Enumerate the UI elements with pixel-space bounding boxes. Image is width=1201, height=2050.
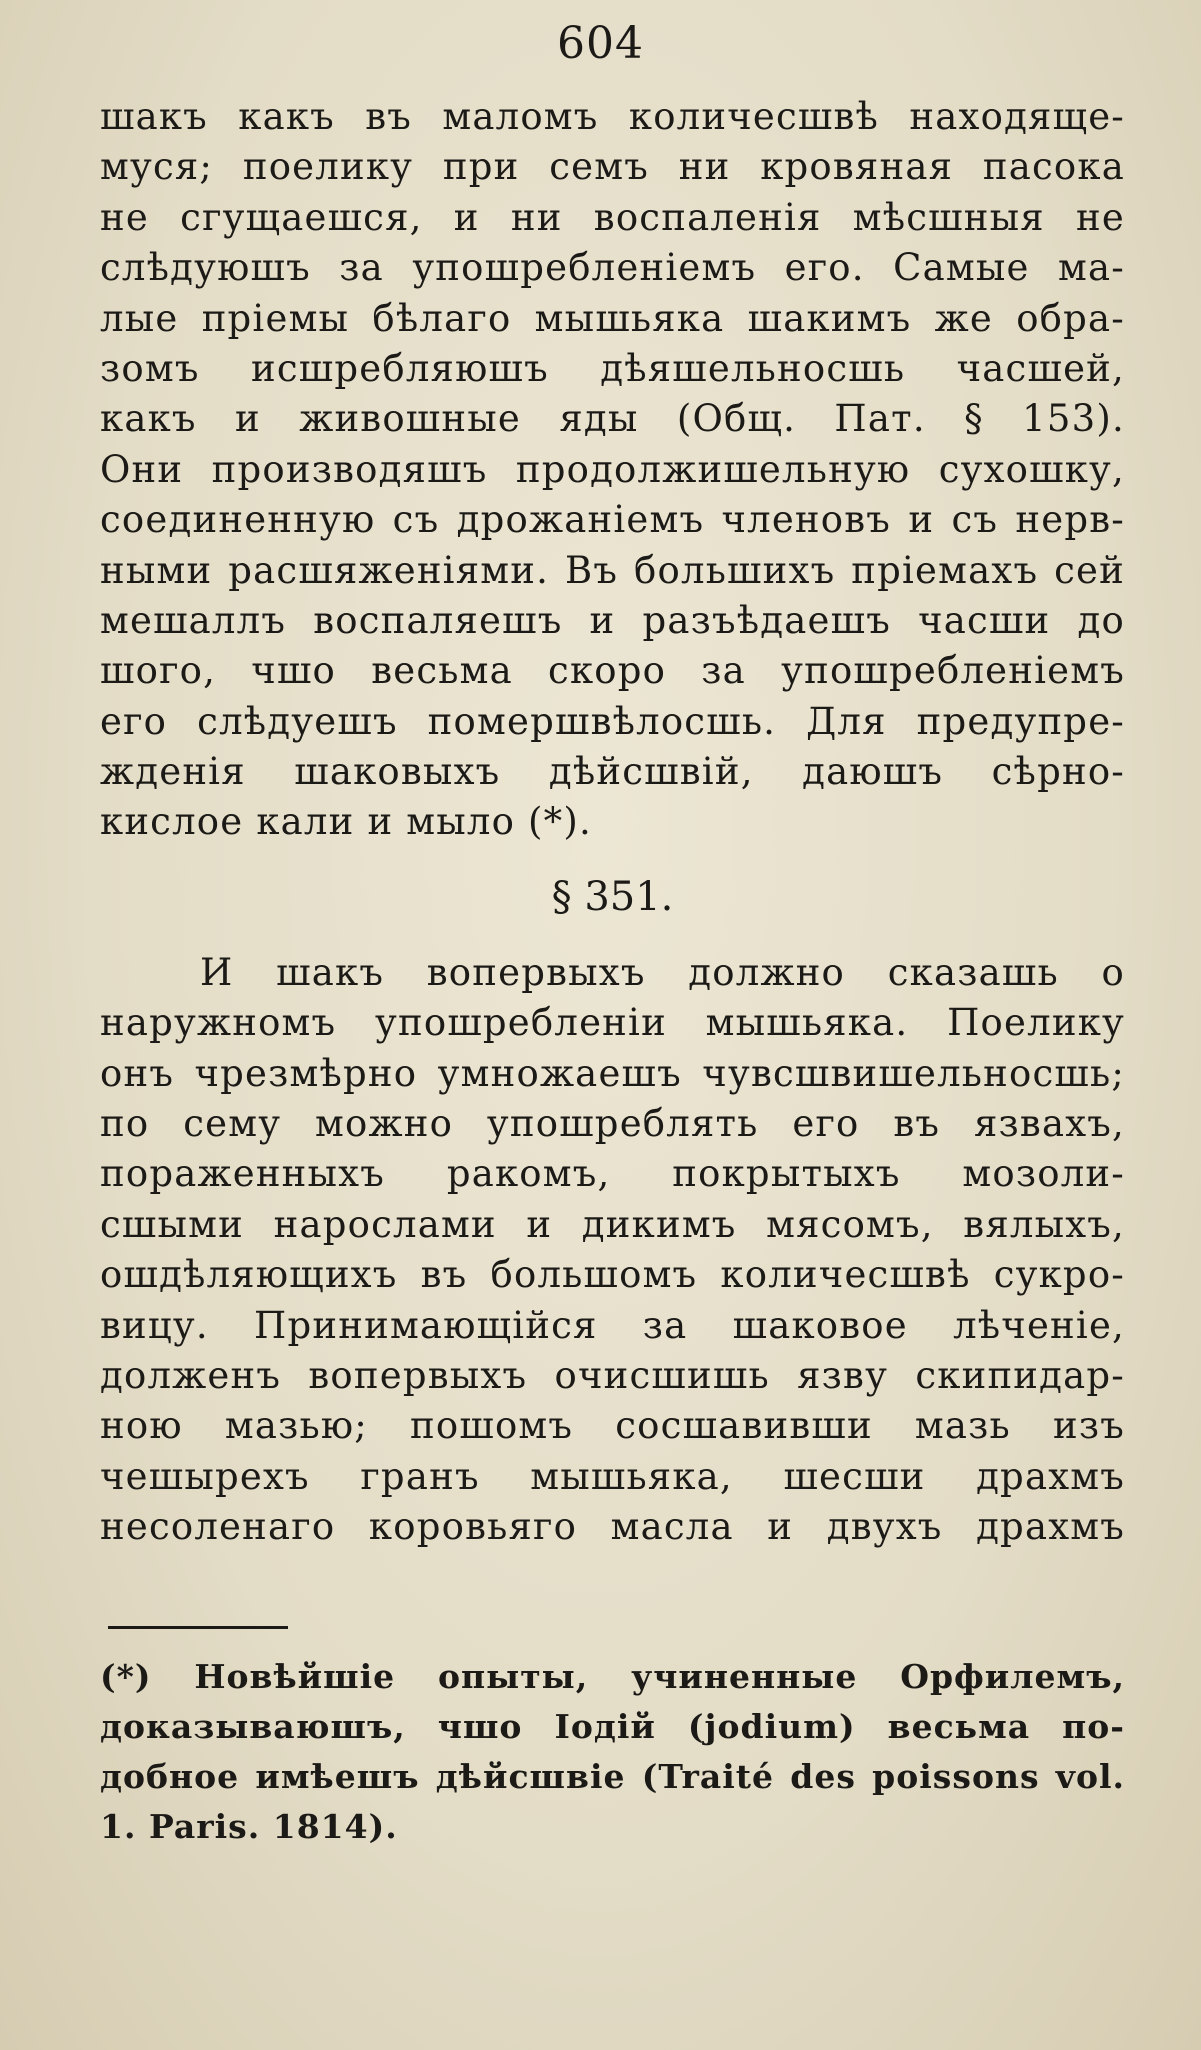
text-line: какъ и живошные яды (Общ. Пат. § 153). bbox=[100, 397, 1125, 441]
text-line: Они производяшъ продолжишельную сухошку, bbox=[100, 447, 1125, 491]
text-line: мешаллъ воспаляешъ и разъѣдаешъ часши до bbox=[100, 598, 1125, 642]
text-line: не сгущаешся, и ни воспаленія мѣсшныя не bbox=[100, 195, 1125, 239]
text-line: чешырехъ гранъ мышьяка, шесши драхмъ bbox=[100, 1454, 1125, 1498]
text-line: ными расшяженіями. Въ большихъ пріемахъ сей bbox=[100, 548, 1125, 592]
text-line: его слѣдуешъ помершвѣлосшь. Для предупре- bbox=[100, 699, 1125, 743]
footnote-line: (*) Новѣйшіе опыты, учиненные Орфилемъ, bbox=[100, 1657, 1125, 1696]
text-line: вицу. Принимающійся за шаковое лѣченіе, bbox=[100, 1303, 1125, 1347]
text-line: муся; поелику при семъ ни кровяная пасока bbox=[100, 145, 1125, 189]
text-line: И шакъ вопервыхъ должно сказашь о bbox=[200, 950, 1125, 994]
text-line: зомъ исшребляюшъ дѣяшельносшь часшей, bbox=[100, 346, 1125, 390]
text-line: шого, чшо весьма скоро за упошребленіемъ bbox=[100, 649, 1125, 693]
text-line: шакъ какъ въ маломъ количесшвѣ находяще- bbox=[100, 95, 1125, 138]
text-line: кислое кали и мыло (*). bbox=[100, 800, 592, 844]
footnote-line: добное имѣешъ дѣйсшвіе (Traité des poissons vol. bbox=[100, 1757, 1125, 1796]
text-line: долженъ вопервыхъ очисшишь язву скипидар- bbox=[100, 1353, 1125, 1397]
text-line: слѣдуюшъ за упошребленіемъ его. Самые ма- bbox=[100, 246, 1125, 290]
text-line: несоленаго коровьяго масла и двухъ драхмъ bbox=[100, 1505, 1125, 1549]
text-line: по сему можно упошреблять его въ язвахъ, bbox=[100, 1102, 1125, 1146]
footnote-line: 1. Paris. 1814). bbox=[100, 1807, 398, 1846]
text-line: ною мазью; пошомъ сосшавивши мазь изъ bbox=[100, 1404, 1125, 1448]
text-line: соединенную съ дрожаніемъ членовъ и съ нерв- bbox=[100, 498, 1125, 542]
page-number: 604 bbox=[557, 18, 644, 69]
text-line: пораженныхъ ракомъ, покрытыхъ мозоли- bbox=[100, 1152, 1125, 1196]
paragraph-1 bbox=[100, 92, 1125, 848]
footnote-divider bbox=[108, 1626, 288, 1629]
text-line: наружномъ упошребленіи мышьяка. Поелику bbox=[100, 1001, 1125, 1045]
text-line: ошдѣляющихъ въ большомъ количесшвѣ сукро- bbox=[100, 1253, 1125, 1297]
paragraph-2 bbox=[100, 948, 1125, 1553]
text-line: сшыми нарослами и дикимъ мясомъ, вялыхъ, bbox=[100, 1202, 1125, 1246]
text-line: жденія шаковыхъ дѣйсшвій, даюшъ сѣрно- bbox=[100, 750, 1125, 794]
section-heading: § 351. bbox=[551, 873, 674, 920]
text-line: лые пріемы бѣлаго мышьяка шакимъ же обра- bbox=[100, 296, 1125, 340]
footnote-line: доказываюшъ, чшо Іодій (jodium) весьма по- bbox=[100, 1707, 1125, 1746]
main-text bbox=[100, 92, 1125, 1553]
text-line: онъ чрезмѣрно умножаешъ чувсшвишельносшь; bbox=[100, 1051, 1125, 1095]
footnote bbox=[100, 1652, 1125, 1852]
